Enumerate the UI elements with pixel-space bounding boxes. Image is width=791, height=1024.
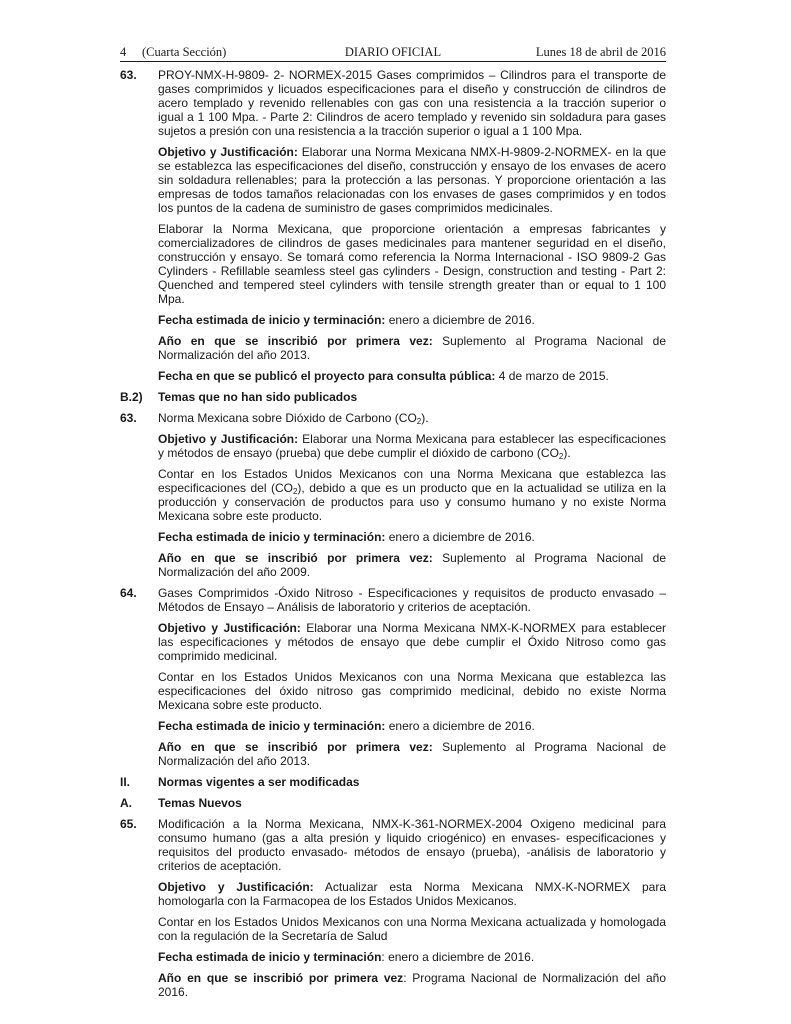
item-title: Gases Comprimidos -Óxido Nitroso - Especificaciones y requisitos de producto envasado – Métodos de Ensayo – Análisis de laboratorio y criterios de aceptación.: [158, 586, 666, 614]
fecha-label: Fecha estimada de inicio y terminación: [158, 950, 382, 964]
section-number: II.: [120, 775, 131, 789]
extra-text-end: ), debido a que es un producto que en la actualidad se utiliza en la producción y conservación de productos para uso y consumo humano y no existe Norma Mexicana sobre este producto.: [158, 481, 666, 523]
objetivo-label: Objetivo y Justificación:: [158, 432, 299, 446]
objetivo-paragraph: [158, 145, 666, 215]
ano-text: Suplemento al Programa Nacional de Normalización del año 2013.: [158, 334, 666, 362]
objetivo-text: Elaborar una Norma Mexicana para establecer las especificaciones y métodos de ensayo (prueba) que debe cumplir el dióxido de carbono (CO: [158, 432, 666, 460]
objetivo-paragraph: [158, 880, 666, 908]
fecha-text: enero a diciembre de 2016.: [385, 530, 535, 544]
objetivo-text-end: ).: [563, 446, 571, 460]
objetivo-text: Elaborar una Norma Mexicana NMX-H-9809-2-NORMEX- en la que se establezca las especificaciones del diseño, construcción y ensayo de los envases de acero sin soldadura rellenables; para la protección a las personas. Y proporcione orientación a las empresas de todos tamaños relacionadas con los envases de gases comprimidos y en todos los puntos de la cadena de suministro de gases comprimidos medicinales.: [158, 145, 666, 215]
list-item-63a: [120, 68, 666, 138]
section-title: Normas vigentes a ser modificadas: [158, 775, 360, 789]
extra-text: Contar en los Estados Unidos Mexicanos con una Norma Mexicana que establezca las especificaciones del (CO: [158, 467, 666, 495]
publicado-text: 4 de marzo de 2015.: [495, 369, 609, 383]
publicado-paragraph: [158, 369, 666, 383]
fecha-paragraph: [158, 313, 666, 327]
ano-text: Suplemento al Programa Nacional de Normalización del año 2009.: [158, 551, 666, 579]
objetivo-text: Elaborar una Norma Mexicana NMX-K-NORMEX para establecer las especificaciones y métodos de ensayo que debe cumplir el Óxido Nitroso como gas comprimido medicinal.: [158, 621, 666, 663]
section-heading-ii: [120, 775, 666, 789]
ano-paragraph: [158, 551, 666, 579]
section-label: (Cuarta Sección): [142, 45, 227, 59]
header-rule: [120, 61, 666, 62]
list-item-63b: [120, 411, 666, 425]
objetivo-label: Objetivo y Justificación:: [158, 621, 301, 635]
publication-title: DIARIO OFICIAL: [344, 45, 442, 59]
item-title: [158, 411, 666, 425]
section-number: A.: [120, 796, 132, 810]
objetivo-paragraph: [158, 621, 666, 663]
ano-label: Año en que se inscribió por primera vez:: [158, 551, 433, 565]
ano-paragraph: [158, 740, 666, 768]
fecha-text: enero a diciembre de 2016.: [385, 719, 535, 733]
publication-date: Lunes 18 de abril de 2016: [535, 45, 666, 59]
page-number: 4: [120, 45, 127, 59]
section-title: Temas que no han sido publicados: [158, 390, 358, 404]
objetivo-label: Objetivo y Justificación:: [158, 145, 298, 159]
section-heading-b2: [120, 390, 666, 404]
fecha-paragraph: [158, 950, 666, 964]
subscript: 2: [558, 452, 564, 461]
ano-paragraph: [158, 971, 666, 999]
title-text: Norma Mexicana sobre Dióxido de Carbono (CO: [158, 411, 417, 425]
item-title: Modificación a la Norma Mexicana, NMX-K-361-NORMEX-2004 Oxigeno medicinal para consumo humano (gas a alta presión y liquido criogénico) en envases- especificaciones y requisitos del producto envasado- métodos de ensayo (prueba), -análisis de laboratorio y criterios de aceptación.: [158, 817, 666, 873]
subscript: 2: [292, 487, 298, 496]
extra-paragraph: [158, 467, 666, 523]
ano-label: Año en que se inscribió por primera vez: [158, 971, 404, 985]
ano-text: Suplemento al Programa Nacional de Normalización del año 2013.: [158, 740, 666, 768]
ano-paragraph: [158, 334, 666, 362]
fecha-paragraph: [158, 719, 666, 733]
ano-label: Año en que se inscribió por primera vez:: [158, 334, 433, 348]
fecha-paragraph: [158, 530, 666, 544]
extra-paragraph: Elaborar la Norma Mexicana, que proporcione orientación a empresas fabricantes y comercializadores de cilindros de gases medicinales para mantener seguridad en el diseño, construcción y ensayo. Se tomará como referencia la Norma Internacional - ISO 9809-2 Gas Cylinders - Refillable seamless steel gas cylinders - Design, construction and testing - Part 2: Quenched and tempered steel cylinders with tensile strength greater than or equal to 1 100 Mpa.: [158, 222, 666, 306]
ano-text: : Programa Nacional de Normalización del año 2016.: [158, 971, 666, 999]
extra-paragraph: Contar en los Estados Unidos Mexicanos con una Norma Mexicana que establezca las especificaciones del óxido nitroso gas comprimido medicinal, debido no existe Norma Mexicana sobre este producto.: [158, 670, 666, 712]
item-number: 65.: [120, 817, 137, 831]
section-number: B.2): [120, 390, 143, 404]
item-title: PROY-NMX-H-9809- 2- NORMEX-2015 Gases comprimidos – Cilindros para el transporte de gases comprimidos y licuados especificaciones para el diseño y construcción de cilindros de acero templado y revenido rellenables con gas con una resistencia a la tracción superior o igual a 1 100 Mpa. - Parte 2: Cilindros de acero templado y revenido sin soldadura para gases sujetos a presión con una resistencia a la tracción superior o igual a 1 100 Mpa.: [158, 68, 666, 138]
page-header: [120, 44, 666, 60]
section-heading-a: [120, 796, 666, 810]
ano-label: Año en que se inscribió por primera vez:: [158, 740, 433, 754]
title-text-end: ).: [421, 411, 429, 425]
item-number: 63.: [120, 411, 137, 425]
item-number: 64.: [120, 586, 137, 600]
fecha-text: : enero a diciembre de 2016.: [381, 950, 535, 964]
fecha-text: enero a diciembre de 2016.: [385, 313, 535, 327]
objetivo-label: Objetivo y Justificación:: [158, 880, 314, 894]
subscript: 2: [416, 417, 422, 426]
item-number: 63.: [120, 68, 137, 82]
publicado-label: Fecha en que se publicó el proyecto para consulta pública:: [158, 369, 496, 383]
section-title: Temas Nuevos: [158, 796, 242, 810]
fecha-label: Fecha estimada de inicio y terminación:: [158, 719, 386, 733]
list-item-65: [120, 817, 666, 873]
document-body: [120, 68, 666, 1006]
objetivo-text: Actualizar esta Norma Mexicana NMX-K-NORMEX para homologarla con la Farmacopea de los Estados Unidos Mexicanos.: [158, 880, 666, 908]
objetivo-paragraph: [158, 432, 666, 460]
fecha-label: Fecha estimada de inicio y terminación:: [158, 313, 386, 327]
list-item-64: [120, 586, 666, 614]
extra-paragraph: Contar en los Estados Unidos Mexicanos con una Norma Mexicana actualizada y homologada con la regulación de la Secretaría de Salud: [158, 915, 666, 943]
fecha-label: Fecha estimada de inicio y terminación:: [158, 530, 386, 544]
